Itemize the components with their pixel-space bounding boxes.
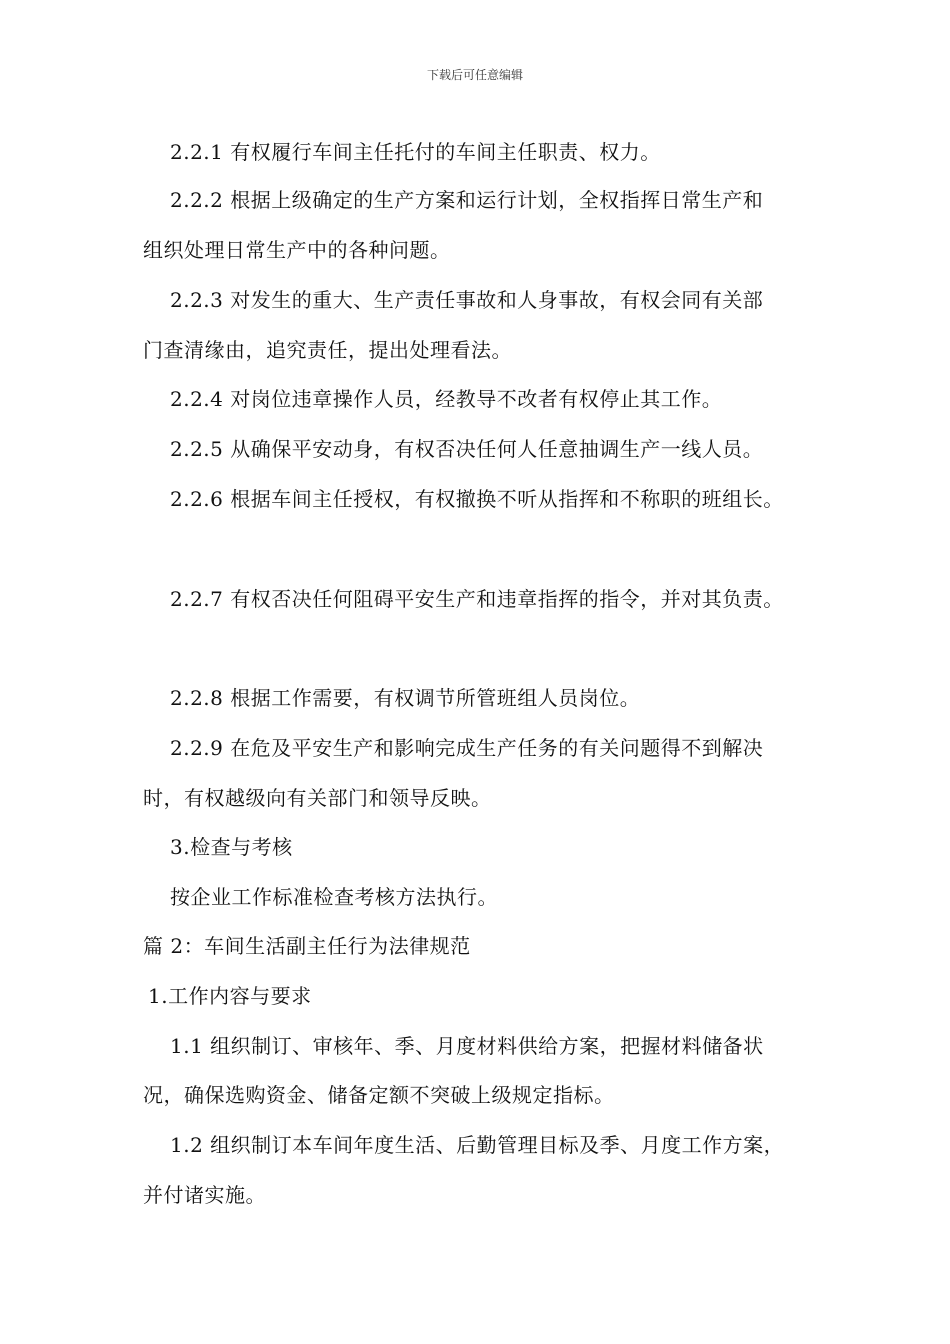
paragraph-line: 1.1 组织制订、审核年、季、月度材料供给方案，把握材料储备状 [170,1034,764,1058]
paragraph-line: 2.2.8 根据工作需要，有权调节所管班组人员岗位。 [170,686,641,710]
paragraph-line: 况，确保选购资金、储备定额不突破上级规定指标。 [143,1083,615,1107]
paragraph-line: 组织处理日常生产中的各种问题。 [143,238,451,262]
paragraph-line: 时，有权越级向有关部门和领导反映。 [143,786,492,810]
page-header: 下载后可任意编辑 [426,68,523,82]
paragraph-line: 2.2.7 有权否决任何阻碍平安生产和违章指挥的指令，并对其负责。 [170,587,784,611]
paragraph-line: 2.2.1 有权履行车间主任托付的车间主任职责、权力。 [170,140,661,164]
paragraph-line: 2.2.2 根据上级确定的生产方案和运行计划，全权指挥日常生产和 [170,188,764,212]
paragraph-line: 2.2.4 对岗位违章操作人员，经教导不改者有权停止其工作。 [170,387,723,411]
paragraph-line: 2.2.3 对发生的重大、生产责任事故和人身事故，有权会同有关部 [170,288,764,312]
paragraph-line: 2.2.9 在危及平安生产和影响完成生产任务的有关问题得不到解决 [170,736,764,760]
paragraph-line: 并付诸实施。 [143,1183,266,1207]
section-heading: 3.检查与考核 [170,835,293,859]
paragraph-line: 按企业工作标准检查考核方法执行。 [170,885,498,909]
section-heading: 1.工作内容与要求 [148,984,312,1008]
paragraph-line: 1.2 组织制订本车间年度生活、后勤管理目标及季、月度工作方案， [170,1133,785,1157]
paragraph-line: 2.2.5 从确保平安动身，有权否决任何人任意抽调生产一线人员。 [170,437,764,461]
paragraph-line: 门查清缘由，追究责任，提出处理看法。 [143,338,512,362]
chapter-title: 篇 2：车间生活副主任行为法律规范 [143,934,471,958]
paragraph-line: 2.2.6 根据车间主任授权，有权撤换不听从指挥和不称职的班组长。 [170,487,784,511]
